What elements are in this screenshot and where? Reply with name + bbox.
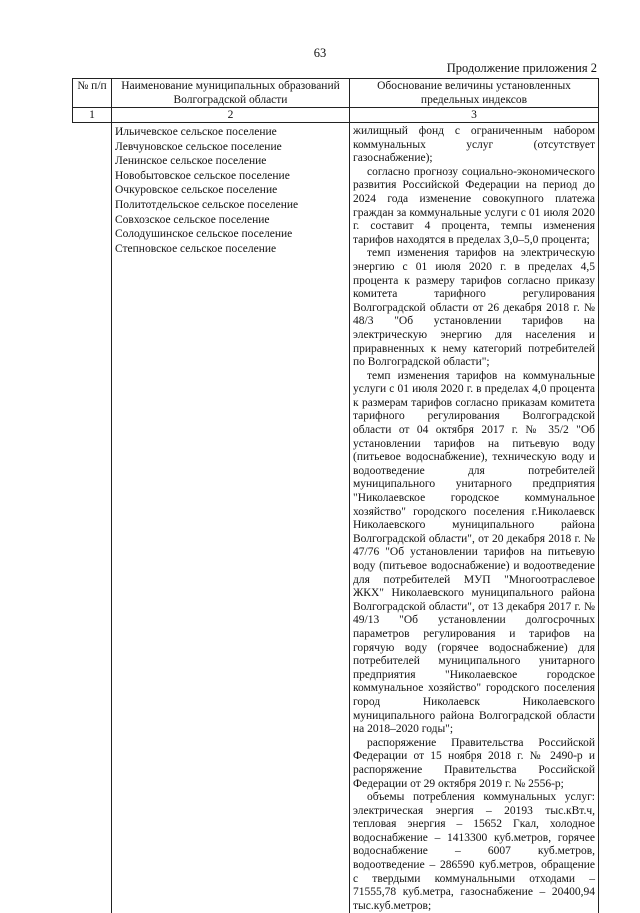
settlement-name: Степновское сельское поселение [115,242,346,257]
justification-paragraph: темп изменения тарифов на электрическую энергию с 01 июля 2020 г. в пределах 4,5 процента к размеру тарифов согласно приказу комитета тарифного регулирования Волгоградской области от 26 декабря 2018 г. № 48/3 "Об установлении тарифов на электрическую энергию для населения и приравненных к нему категорий потребителей по Волгоградской области"; [353,247,595,369]
column-number-row [73,108,599,123]
appendix-table [72,78,599,913]
justification-paragraph: темп изменения тарифов на коммунальные услуги с 01 июля 2020 г. в пределах 4,0 процента к размерам тарифов согласно приказам комитета тарифного регулирования Волгоградской области от 04 октября 2017 г. № 35/2 "Об установлении тарифов на питьевую воду (питьевое водоснабжение), техническую воду и водоотведение для потребителей муниципального унитарного предприятия "Николаевское городское коммунальное хозяйство" городского поселения г.Николаевск Николаевского муниципального района Волгоградской области", от 20 декабря 2018 г. № 47/76 "Об установлении тарифов на питьевую воду (питьевое водоснабжение) и водоотведение для потребителей МУП "Многоотраслевое ЖКХ" Николаевского муниципального района Волгоградской области", от 13 декабря 2017 г. № 49/13 "Об установлении долгосрочных параметров регулирования и тарифов на горячую воду (горячее водоснабжение) для потребителей муниципального унитарного предприятия "Николаевское городское коммунальное хозяйство" городского поселения город Николаевск Николаевского муниципального района Волгоградской области на 2018–2020 годы"; [353,370,595,737]
settlement-name: Политотдельское сельское поселение [115,198,346,213]
header-no: № п/п [73,79,112,108]
settlement-name: Левчуновское сельское поселение [115,140,346,155]
header-name: Наименование муниципальных образований Волгоградской области [112,79,350,108]
column-number: 2 [112,108,350,123]
justification-paragraph: распоряжение Правительства Российской Федерации от 15 ноября 2018 г. № 2490-р и распоряжение Правительства Российской Федерации от 29 октября 2019 г. № 2556-р; [353,737,595,791]
justification-paragraph: объемы потребления коммунальных услуг: электрическая энергия – 20193 тыс.кВт.ч, тепловая энергия – 15652 Гкал, холодное водоснабжение – 1413300 куб.метров, горячее водоснабжение – 6007 куб.метров, водоотведение – 286590 куб.метров, обращение с твердыми коммунальными отходами – 71555,78 куб.метра, газоснабжение – 20400,94 тыс.куб.метров; [353,791,595,913]
settlement-name: Ильичевское сельское поселение [115,125,346,140]
settlement-name: Солодушинское сельское поселение [115,227,346,242]
continuation-label: Продолжение приложения 2 [447,61,597,76]
column-number: 1 [73,108,112,123]
row-number-cell [73,123,112,913]
column-number: 3 [350,108,599,123]
justification-cell [350,123,599,913]
justification-paragraph: согласно прогнозу социально-экономического развития Российской Федерации на период до 2024 года изменение совокупного платежа граждан за коммунальные услуги с 01 июля 2020 г. составит 4 процента, темпы изменения тарифов находятся в пределах 3,0–5,0 процента; [353,166,595,248]
settlement-name: Новобытовское сельское поселение [115,169,346,184]
settlement-name: Совхозское сельское поселение [115,213,346,228]
header-justification: Обоснование величины установленных предельных индексов [350,79,599,108]
settlement-name: Ленинское сельское поселение [115,154,346,169]
settlements-cell [112,123,350,913]
page-number: 63 [0,46,640,61]
header-row [73,79,599,108]
table-row [73,123,599,913]
settlement-name: Очкуровское сельское поселение [115,183,346,198]
justification-paragraph: жилищный фонд с ограниченным набором коммунальных услуг (отсутствует газоснабжение); [353,125,595,166]
